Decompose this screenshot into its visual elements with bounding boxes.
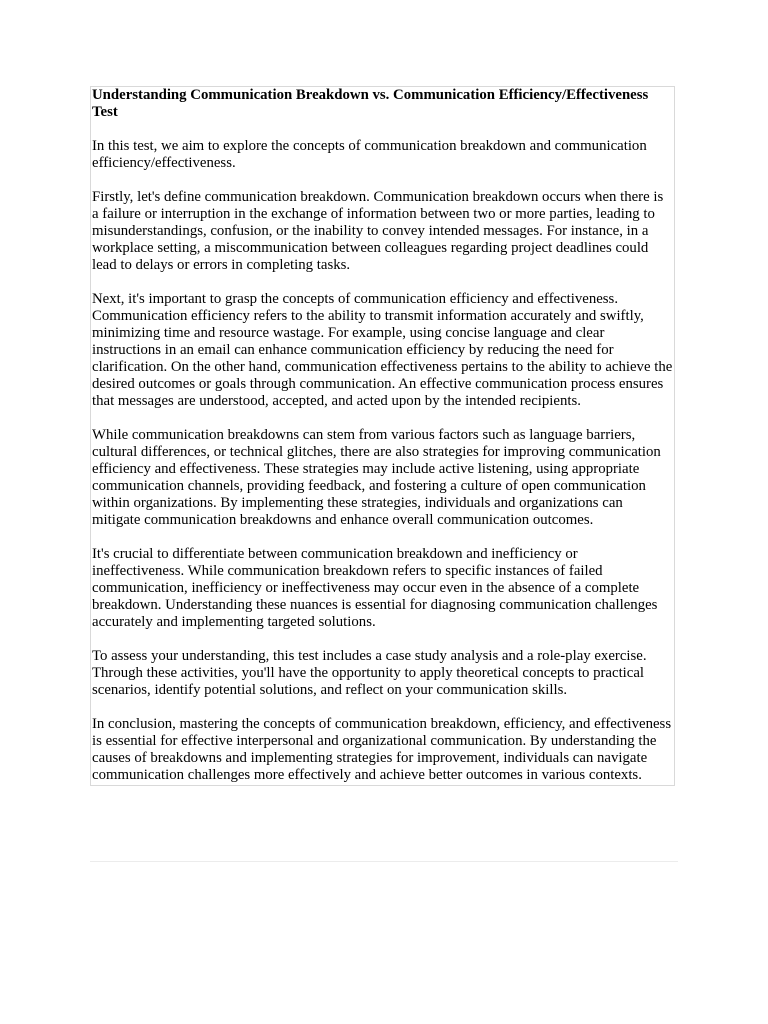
paragraph-assessment: To assess your understanding, this test includes a case study analysis and a role-play exercise. Through these activities, you'll have the opportunity to apply theoretical concepts to practical scenarios, identify potential solutions, and reflect on your communication skills. bbox=[92, 648, 647, 698]
paragraph-breakdown-definition: Firstly, let's define communication breakdown. Communication breakdown occurs when there is a failure or interruption in the exchange of information between two or more parties, leading to misunderstandings, confusion, or the inability to convey intended messages. For instance, in a workplace setting, a miscommunication between colleagues regarding project deadlines could lead to delays or errors in completing tasks. bbox=[92, 189, 664, 273]
paragraph-efficiency-effectiveness: Next, it's important to grasp the concepts of communication efficiency and effectiveness. Communication efficiency refers to the ability to transmit information accurately and swiftly, minimizing time and resource wastage. For example, using concise language and clear instructions in an email can enhance communication efficiency by reducing the need for clarification. On the other hand, communication effectiveness pertains to the ability to achieve the desired outcomes or goals through communication. An effective communication process ensures that messages are understood, accepted, and acted upon by the intended recipients. bbox=[92, 291, 673, 409]
document-body bbox=[90, 86, 675, 786]
paragraph-differentiate: It's crucial to differentiate between communication breakdown and inefficiency or ineffectiveness. While communication breakdown refers to specific instances of failed communication, inefficiency or ineffectiveness may occur even in the absence of a complete breakdown. Understanding these nuances is essential for diagnosing communication challenges accurately and implementing targeted solutions. bbox=[92, 546, 658, 630]
document-title: Understanding Communication Breakdown vs. Communication Efficiency/Effectiveness Test bbox=[92, 87, 649, 120]
paragraph-conclusion: In conclusion, mastering the concepts of communication breakdown, efficiency, and effectiveness is essential for effective interpersonal and organizational communication. By understanding the causes of breakdowns and implementing strategies for improvement, individuals can navigate communication challenges more effectively and achieve better outcomes in various contexts. bbox=[92, 716, 672, 783]
paragraph-intro: In this test, we aim to explore the concepts of communication breakdown and communication efficiency/effectiveness. bbox=[92, 138, 647, 171]
paragraph-strategies: While communication breakdowns can stem from various factors such as language barriers, cultural differences, or technical glitches, there are also strategies for improving communication efficiency and effectiveness. These strategies may include active listening, using appropriate communication channels, providing feedback, and fostering a culture of open communication within organizations. By implementing these strategies, individuals and organizations can mitigate communication breakdowns and enhance overall communication outcomes. bbox=[92, 427, 661, 528]
divider bbox=[90, 861, 678, 862]
